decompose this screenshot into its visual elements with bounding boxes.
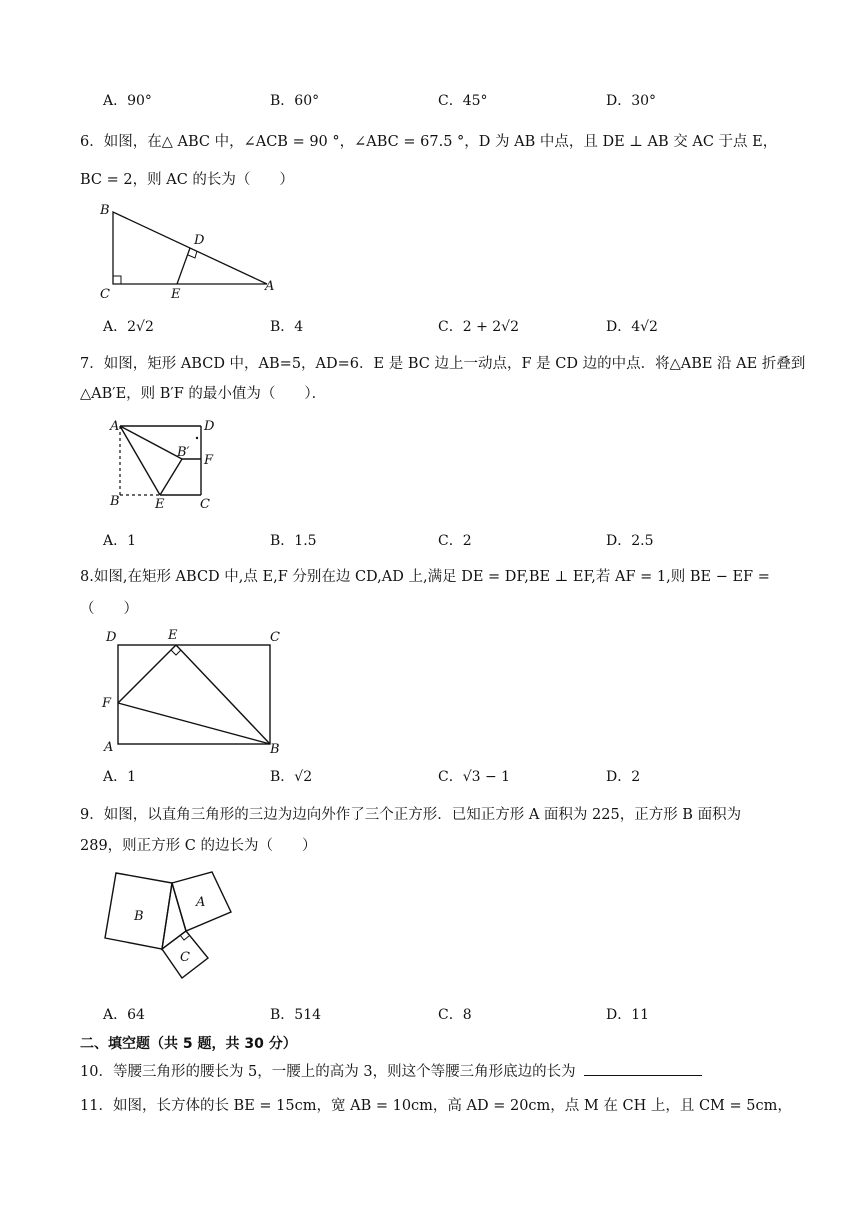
q8-option-b: B．√2: [270, 769, 313, 785]
q8-label-e: E: [168, 628, 178, 643]
q6-label-a: A: [265, 279, 275, 294]
q8-label-a: A: [104, 740, 114, 755]
q6-option-d: D．4√2: [606, 319, 658, 335]
q6-label-c: C: [100, 287, 110, 302]
q7-label-a: A: [110, 419, 120, 434]
q7-label-d: D: [204, 419, 215, 434]
section-title-fill-in: 二、填空题（共 5 题，共 30 分）: [80, 1036, 297, 1052]
q9-label-c: C: [180, 950, 190, 965]
q8-label-b: B: [270, 742, 280, 755]
q9-option-a: A．64: [103, 1007, 145, 1023]
q9-label-a: A: [196, 895, 206, 910]
q7-option-d: D．2.5: [606, 533, 654, 549]
q11-text: 11．如图，长方体的长 BE = 15cm，宽 AB = 10cm，高 AD = 20cm，点 M 在 CH 上，且 CM = 5cm，: [80, 1098, 792, 1114]
q10-answer-blank: [584, 1063, 702, 1076]
q5-option-c: C．45°: [438, 93, 488, 109]
q6-text-line2: BC = 2，则 AC 的长为（ ）: [80, 172, 294, 188]
q7-label-b: B: [110, 494, 120, 509]
q6-label-e: E: [171, 287, 181, 302]
q7-option-c: C．2: [438, 533, 472, 549]
q7-label-e: E: [155, 497, 165, 512]
q9-text-line2: 289，则正方形 C 的边长为（ ）: [80, 838, 317, 854]
q7-label-c: C: [200, 497, 210, 512]
q7-label-f: F: [204, 453, 214, 468]
q6-option-b: B．4: [270, 319, 304, 335]
q6-label-b: B: [100, 203, 110, 218]
q6-label-d: D: [194, 233, 205, 248]
q7-text-line2: △AB′E，则 B′F 的最小值为（ ）．: [80, 386, 327, 402]
q6-text-line1: 6．如图，在△ ABC 中，∠ACB = 90 °，∠ABC = 67.5 °，D 为 AB 中点，且 DE ⊥ AB 交 AC 于点 E，: [80, 134, 778, 150]
q6-figure: [95, 198, 285, 302]
q9-text-line1: 9．如图，以直角三角形的三边为边向外作了三个正方形．已知正方形 A 面积为 225，正方形 B 面积为: [80, 807, 742, 823]
q8-label-c: C: [270, 630, 280, 645]
q8-figure: [98, 625, 293, 755]
q9-option-b: B．514: [270, 1007, 322, 1023]
q5-option-b: B．60°: [270, 93, 320, 109]
q10-line: [80, 1060, 702, 1081]
q7-figure: [100, 412, 225, 514]
q8-text-line1: 8.如图,在矩形 ABCD 中,点 E,F 分别在边 CD,AD 上,满足 DE = DF,BE ⊥ EF,若 AF = 1,则 BE − EF =: [80, 569, 770, 585]
q9-figure: [100, 865, 240, 985]
q10-text: 10．等腰三角形的腰长为 5，一腰上的高为 3，则这个等腰三角形底边的长为: [80, 1064, 576, 1080]
q5-option-d: D．30°: [606, 93, 657, 109]
q8-option-d: D．2: [606, 769, 641, 785]
q7-label-b-prime: B′: [177, 445, 190, 460]
q7-option-b: B．1.5: [270, 533, 317, 549]
q5-option-a: A．90°: [103, 93, 152, 109]
q8-option-a: A．1: [103, 769, 137, 785]
q8-option-c: C．√3 − 1: [438, 769, 511, 785]
q7-option-a: A．1: [103, 533, 137, 549]
q9-option-c: C．8: [438, 1007, 472, 1023]
q6-option-a: A．2√2: [103, 319, 154, 335]
q8-text-line2: （ ）: [80, 601, 138, 617]
q9-option-d: D．11: [606, 1007, 650, 1023]
q8-label-f: F: [102, 696, 112, 711]
q8-label-d: D: [106, 630, 117, 645]
q6-option-c: C．2 + 2√2: [438, 319, 519, 335]
q7-text-line1: 7．如图，矩形 ABCD 中，AB=5，AD=6．E 是 BC 边上一动点，F 是 CD 边的中点．将△ABE 沿 AE 折叠到: [80, 356, 806, 372]
q9-label-b: B: [134, 909, 144, 924]
